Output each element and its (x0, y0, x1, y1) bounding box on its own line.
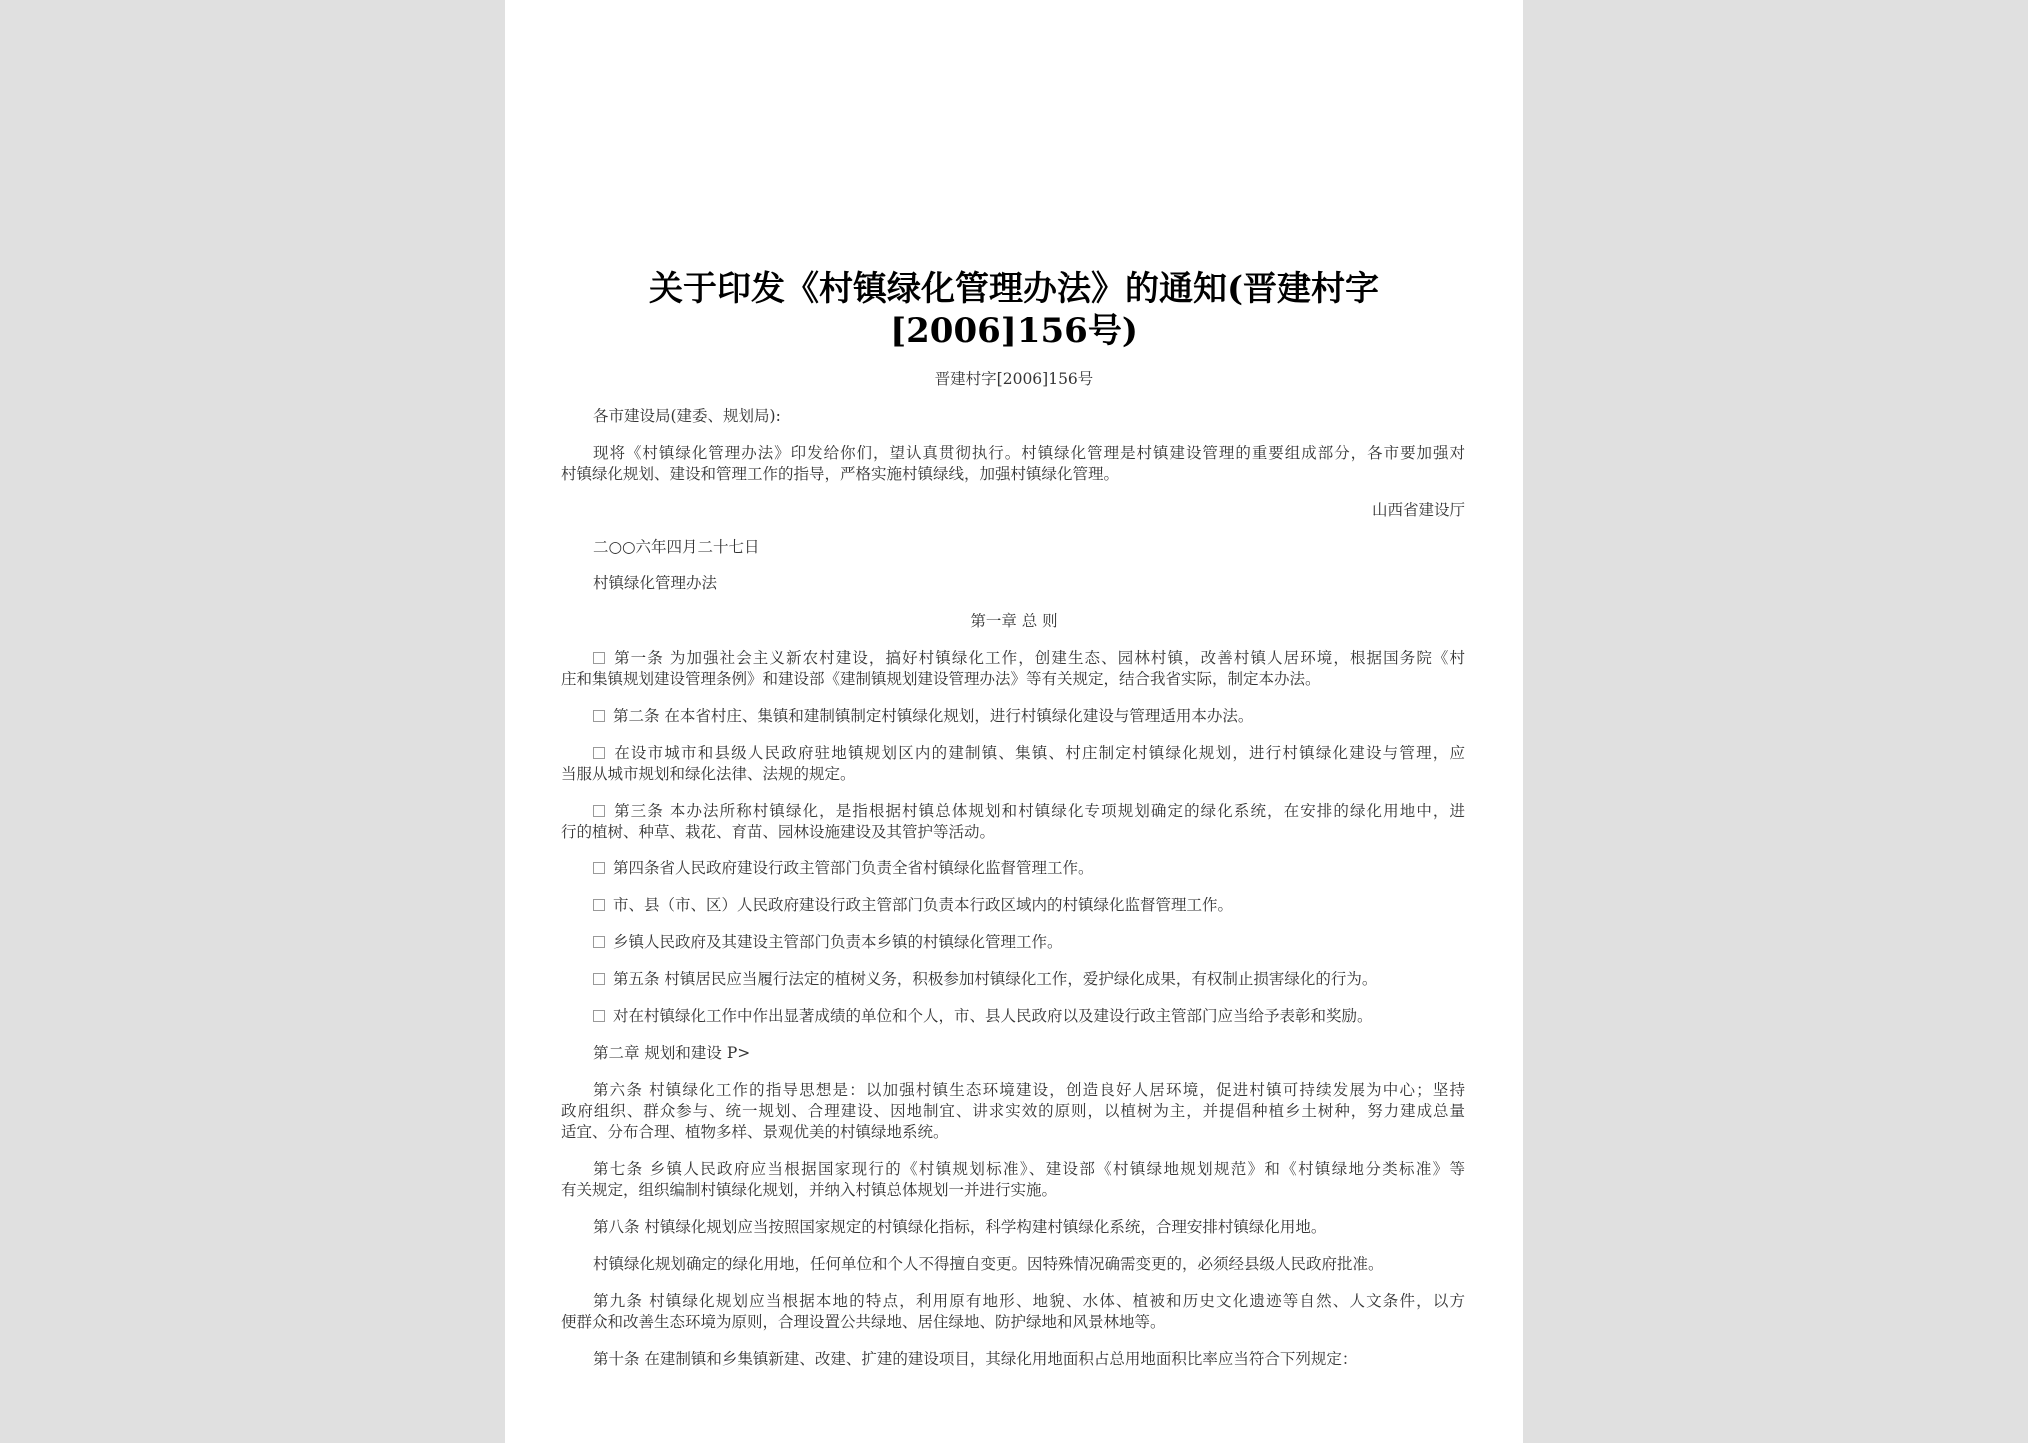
article-7-line1: 第七条 乡镇人民政府应当根据国家现行的《村镇规划标准》、建设部《村镇绿地规划规范》和《村镇绿地分类标准》等 (593, 1160, 1465, 1178)
article-4b: 市、县（市、区）人民政府建设行政主管部门负责本行政区域内的村镇绿化监督管理工作。 (593, 894, 1233, 916)
article-4: 第四条省人民政府建设行政主管部门负责全省村镇绿化监督管理工作。 (593, 857, 1094, 879)
article-6-line2: 政府组织、群众参与、统一规划、合理建设、因地制宜、讲求实效的原则，以植树为主，并提倡种植乡土树种，努力建成总量 (561, 1102, 1465, 1120)
placeholder-box-icon (593, 862, 605, 874)
article-2b-line2: 当服从城市规划和绿化法律、法规的规定。 (561, 765, 856, 783)
article-8: 第八条 村镇绿化规划应当按照国家规定的村镇绿化指标，科学构建村镇绿化系统，合理安排村镇绿化用地。 (593, 1218, 1327, 1236)
document-title-line1: 关于印发《村镇绿化管理办法》的通知(晋建村字 (648, 269, 1380, 309)
placeholder-box-icon (593, 899, 605, 911)
placeholder-box-icon (593, 973, 605, 985)
article-9-line2: 便群众和改善生态环境为原则，合理设置公共绿地、居住绿地、防护绿地和风景林地等。 (561, 1313, 1166, 1331)
chapter-heading-1: 第一章 总 则 (970, 612, 1058, 630)
article-4c: 乡镇人民政府及其建设主管部门负责本乡镇的村镇绿化管理工作。 (593, 931, 1063, 953)
placeholder-box-icon (593, 710, 605, 722)
article-10: 第十条 在建制镇和乡集镇新建、改建、扩建的建设项目，其绿化用地面积占总用地面积比率应当符合下列规定： (593, 1350, 1358, 1368)
article-3-line2: 行的植树、种草、栽花、育苗、园林设施建设及其管护等活动。 (561, 823, 996, 841)
placeholder-box-icon (593, 805, 605, 817)
placeholder-box-icon (593, 1010, 605, 1022)
placeholder-box-icon (593, 652, 605, 664)
article-7-line2: 有关规定，组织编制村镇绿化规划，并纳入村镇总体规划一并进行实施。 (561, 1181, 1058, 1199)
document-page (505, 0, 1523, 1443)
document-title-line2: [2006]156号) (890, 311, 1138, 351)
placeholder-box-icon (593, 936, 605, 948)
notice-text-line1: 现将《村镇绿化管理办法》印发给你们，望认真贯彻执行。村镇绿化管理是村镇建设管理的重要组成部分，各市要加强对 (593, 444, 1465, 462)
notice-text-line2: 村镇绿化规划、建设和管理工作的指导，严格实施村镇绿线，加强村镇绿化管理。 (561, 465, 1120, 483)
article-1-line1: 第一条 为加强社会主义新农村建设，搞好村镇绿化工作，创建生态、园林村镇，改善村镇人居环境，根据国务院《村 (593, 647, 1465, 669)
article-9-line1: 第九条 村镇绿化规划应当根据本地的特点，利用原有地形、地貌、水体、植被和历史文化遗迹等自然、人文条件，以方 (593, 1292, 1465, 1310)
document-number: 晋建村字[2006]156号 (934, 370, 1094, 388)
article-6-line1: 第六条 村镇绿化工作的指导思想是：以加强村镇生态环境建设，创造良好人居环境，促进村镇可持续发展为中心；坚持 (593, 1081, 1465, 1099)
article-5b: 对在村镇绿化工作中作出显著成绩的单位和个人，市、县人民政府以及建设行政主管部门应当给予表彰和奖励。 (593, 1005, 1373, 1027)
article-2: 第二条 在本省村庄、集镇和建制镇制定村镇绿化规划，进行村镇绿化建设与管理适用本办法。 (593, 705, 1253, 727)
article-3-line1: 第三条 本办法所称村镇绿化，是指根据村镇总体规划和村镇绿化专项规划确定的绿化系统，在安排的绿化用地中，进 (593, 800, 1465, 822)
issue-date: 二○○六年四月二十七日 (593, 538, 760, 556)
measures-title: 村镇绿化管理办法 (593, 574, 718, 592)
article-8b: 村镇绿化规划确定的绿化用地，任何单位和个人不得擅自变更。因特殊情况确需变更的，必须经县级人民政府批准。 (593, 1255, 1384, 1273)
article-1-line2: 庄和集镇规划建设管理条例》和建设部《建制镇规划建设管理办法》等有关规定，结合我省实际，制定本办法。 (561, 670, 1321, 688)
chapter-heading-2: 第二章 规划和建设 P> (593, 1044, 751, 1062)
article-5: 第五条 村镇居民应当履行法定的植树义务，积极参加村镇绿化工作，爱护绿化成果，有权制止损害绿化的行为。 (593, 968, 1377, 990)
addressee: 各市建设局(建委、规划局): (593, 407, 781, 425)
article-2b-line1: 在设市城市和县级人民政府驻地镇规划区内的建制镇、集镇、村庄制定村镇绿化规划，进行村镇绿化建设与管理，应 (593, 742, 1465, 764)
article-6-line3: 适宜、分布合理、植物多样、景观优美的村镇绿地系统。 (561, 1123, 949, 1141)
issuer: 山西省建设厅 (1371, 501, 1465, 519)
placeholder-box-icon (593, 747, 605, 759)
